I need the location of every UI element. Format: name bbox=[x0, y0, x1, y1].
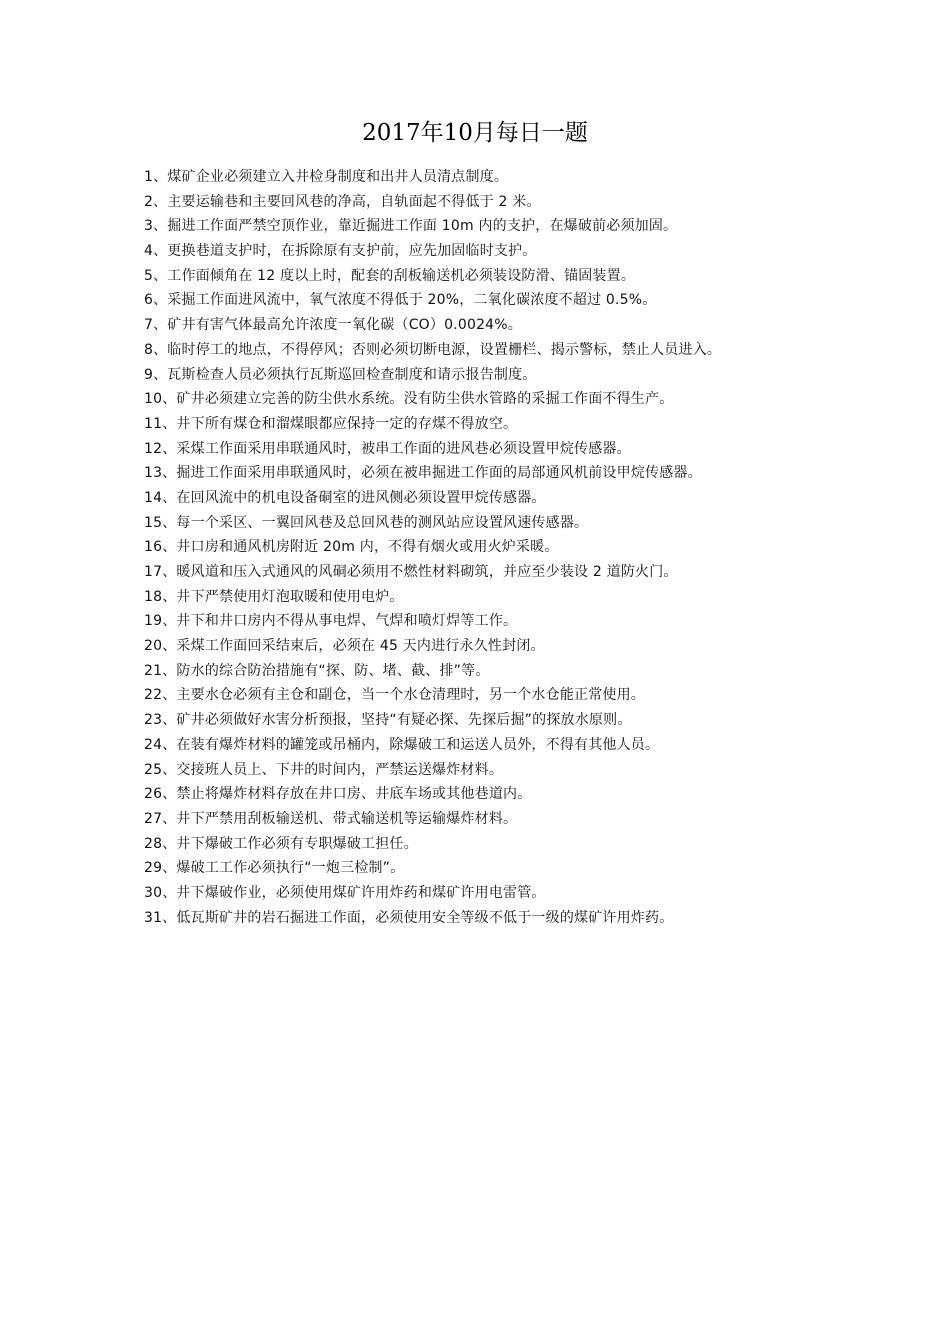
list-item: 28、井下爆破工作必须有专职爆破工担任。 bbox=[144, 835, 418, 852]
list-item: 5、工作面倾角在 12 度以上时，配套的刮板输送机必须装设防滑、锚固装置。 bbox=[144, 267, 636, 284]
list-item: 24、在装有爆炸材料的罐笼或吊桶内，除爆破工和运送人员外，不得有其他人员。 bbox=[144, 736, 660, 753]
list-item: 15、每一个采区、一翼回风巷及总回风巷的测风站应设置风速传感器。 bbox=[144, 514, 589, 531]
list-item: 26、禁止将爆炸材料存放在井口房、井底车场或其他巷道内。 bbox=[144, 786, 532, 803]
list-item: 31、低瓦斯矿井的岩石掘进工作面，必须使用安全等级不低于一级的煤矿许用炸药。 bbox=[144, 909, 674, 926]
list-item: 22、主要水仓必须有主仓和副仓，当一个水仓清理时，另一个水仓能正常使用。 bbox=[144, 687, 646, 704]
list-item: 27、井下严禁用刮板输送机、带式输送机等运输爆炸材料。 bbox=[144, 810, 518, 827]
list-item: 23、矿井必须做好水害分析预报，坚持“有疑必探、先探后掘”的探放水原则。 bbox=[144, 712, 632, 729]
question-list bbox=[144, 165, 924, 930]
list-item: 9、瓦斯检查人员必须执行瓦斯巡回检查制度和请示报告制度。 bbox=[144, 366, 537, 383]
list-item: 18、井下严禁使用灯泡取暖和使用电炉。 bbox=[144, 588, 404, 605]
document-title: 2017年10月每日一题 bbox=[362, 120, 588, 146]
list-item: 10、矿井必须建立完善的防尘供水系统。没有防尘供水管路的采掘工作面不得生产。 bbox=[144, 391, 674, 408]
list-item: 30、井下爆破作业，必须使用煤矿许用炸药和煤矿许用电雷管。 bbox=[144, 884, 546, 901]
list-item: 8、临时停工的地点，不得停风；否则必须切断电源，设置栅栏、揭示警标，禁止人员进入。 bbox=[144, 341, 722, 358]
list-item: 2、主要运输巷和主要回风巷的净高，自轨面起不得低于 2 米。 bbox=[144, 193, 541, 210]
list-item: 16、井口房和通风机房附近 20m 内，不得有烟火或用火炉采暖。 bbox=[144, 539, 559, 556]
list-item: 20、采煤工作面回采结束后，必须在 45 天内进行永久性封闭。 bbox=[144, 638, 545, 655]
list-item: 17、暖风道和压入式通风的风硐必须用不燃性材料砌筑，并应至少装设 2 道防火门。 bbox=[144, 564, 678, 580]
list-item: 21、防水的综合防治措施有“探、防、堵、截、排”等。 bbox=[144, 662, 490, 679]
list-item: 11、井下所有煤仓和溜煤眼都应保持一定的存煤不得放空。 bbox=[144, 415, 518, 432]
list-item: 13、掘进工作面采用串联通风时，必须在被串掘进工作面的局部通风机前设甲烷传感器。 bbox=[144, 465, 702, 482]
list-item: 29、爆破工工作必须执行“一炮三检制”。 bbox=[144, 860, 405, 877]
list-item: 3、掘进工作面严禁空顶作业，靠近掘进工作面 10m 内的支护，在爆破前必须加固。 bbox=[144, 218, 678, 235]
list-item: 14、在回风流中的机电设备硐室的进风侧必须设置甲烷传感器。 bbox=[144, 489, 546, 506]
list-item: 4、更换巷道支护时，在拆除原有支护前，应先加固临时支护。 bbox=[144, 243, 537, 260]
list-item: 25、交接班人员上、下井的时间内，严禁运送爆炸材料。 bbox=[144, 761, 504, 778]
list-item: 12、采煤工作面采用串联通风时，被串工作面的进风巷必须设置甲烷传感器。 bbox=[144, 440, 631, 457]
list-item: 1、煤矿企业必须建立入井检身制度和出井人员清点制度。 bbox=[144, 169, 509, 185]
list-item: 6、采掘工作面进风流中，氧气浓度不得低于 20%，二氧化碳浓度不超过 0.5%。 bbox=[144, 292, 657, 309]
list-item: 7、矿井有害气体最高允许浓度一氧化碳（CO）0.0024%。 bbox=[144, 317, 522, 334]
list-item: 19、井下和井口房内不得从事电焊、气焊和喷灯焊等工作。 bbox=[144, 613, 518, 630]
